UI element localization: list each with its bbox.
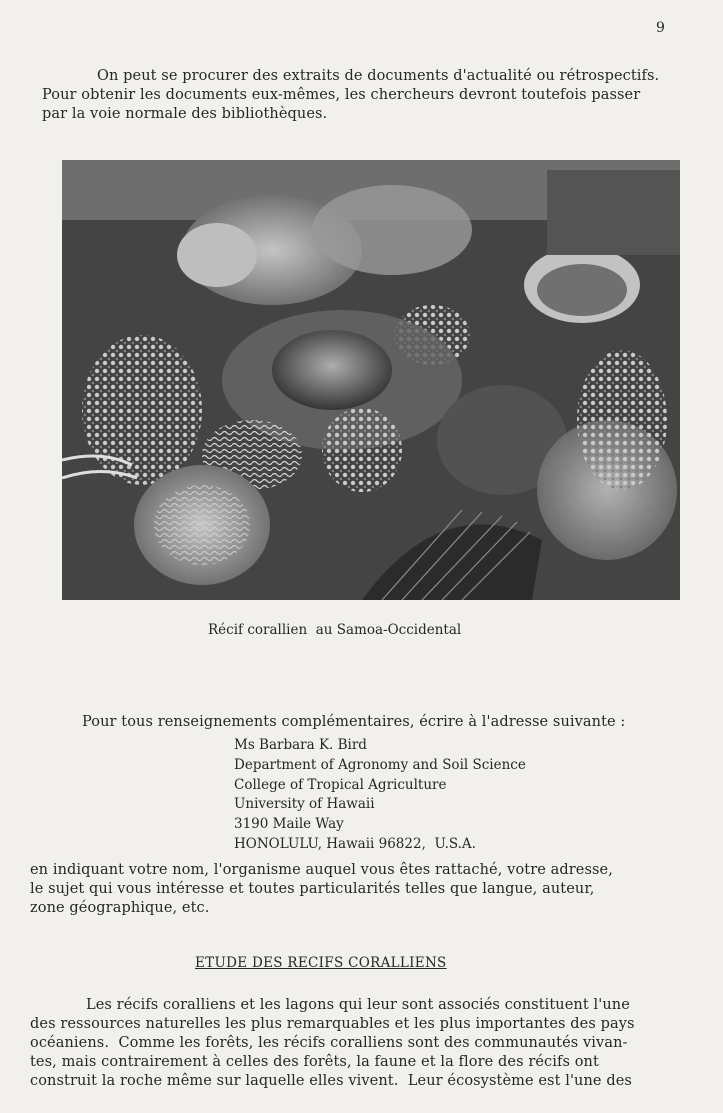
intro-line-2: Pour obtenir les documents eux-mêmes, les chercheurs devront toutefois passer: [42, 87, 641, 103]
intro-line-1: On peut se procurer des extraits de documents d'actualité ou rétrospectifs.: [97, 68, 660, 84]
coral-reef-photo: [62, 160, 680, 600]
section-line-2: des ressources naturelles les plus remarquables et les plus importantes des pays: [30, 1016, 635, 1032]
section-line-1: Les récifs coralliens et les lagons qui leur sont associés constituent l'une: [86, 997, 630, 1013]
section-paragraph: [30, 996, 635, 1091]
address-line-college: College of Tropical Agriculture: [234, 776, 447, 793]
page-number: 9: [656, 20, 665, 36]
contact-instructions-line-1: en indiquant votre nom, l'organisme auquel vous êtes rattaché, votre adresse,: [30, 862, 613, 878]
contact-instructions: [30, 861, 613, 918]
photo-caption: Récif corallien au Samoa-Occidental: [208, 622, 462, 638]
section-line-5: construit la roche même sur laquelle elles vivent. Leur écosystème est l'une des: [30, 1073, 632, 1089]
address-line-university: University of Hawaii: [234, 796, 375, 813]
bleed-through-texture: [42, 44, 46, 58]
intro-paragraph: [42, 67, 692, 124]
address-line-name: Ms Barbara K. Bird: [234, 737, 367, 753]
mailing-address: [234, 736, 526, 855]
section-title: ETUDE DES RECIFS CORALLIENS: [195, 955, 447, 971]
address-line-city: HONOLULU, Hawaii 96822, U.S.A.: [234, 835, 476, 852]
address-line-street: 3190 Maile Way: [234, 816, 344, 833]
section-line-4: tes, mais contrairement à celles des forêts, la faune et la flore des récifs ont: [30, 1054, 599, 1070]
intro-line-3: par la voie normale des bibliothèques.: [42, 106, 328, 122]
contact-instructions-line-3: zone géographique, etc.: [30, 900, 210, 916]
address-line-department: Department of Agronomy and Soil Science: [234, 756, 526, 773]
contact-intro: Pour tous renseignements complémentaires, écrire à l'adresse suivante :: [82, 714, 626, 730]
contact-instructions-line-2: le sujet qui vous intéresse et toutes particularités telles que langue, auteur,: [30, 881, 595, 897]
coral-reef-illustration: [62, 160, 680, 600]
section-line-3: océaniens. Comme les forêts, les récifs coralliens sont des communautés vivan-: [30, 1035, 628, 1051]
